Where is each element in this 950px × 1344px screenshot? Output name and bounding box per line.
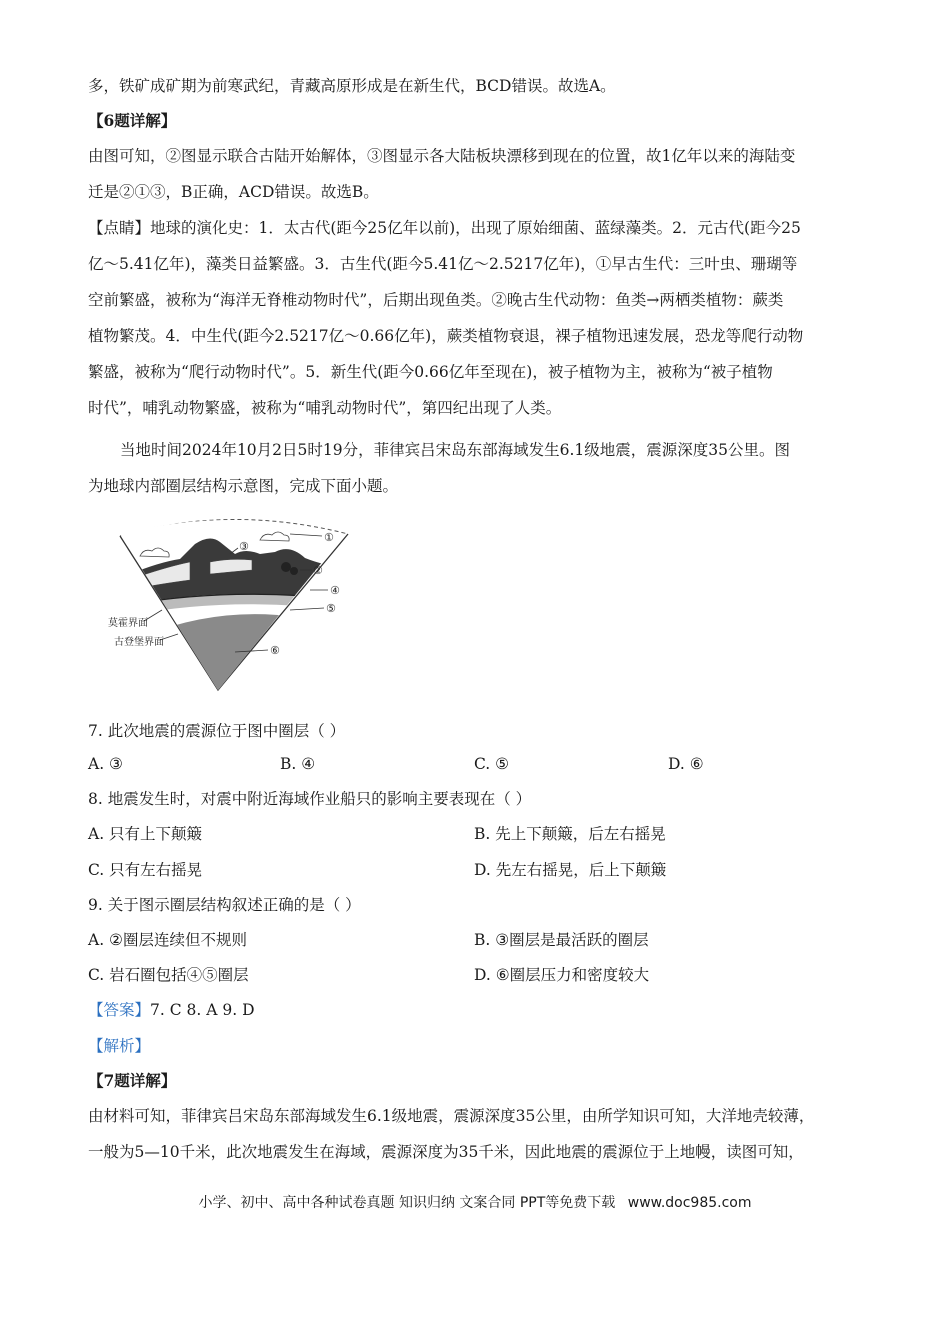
footer-link[interactable]: www.doc985.com	[627, 1195, 752, 1211]
q9-option-c[interactable]: C. 岩石圈包括④⑤圈层	[88, 966, 249, 984]
q9-option-d[interactable]: D. ⑥圈层压力和密度较大	[474, 966, 650, 984]
q9-option-b[interactable]: B. ③圈层是最活跃的圈层	[474, 931, 649, 949]
text-line: 一般为5—10千米，此次地震发生在海域，震源深度为35千米，因此地震的震源位于上地幔，读图可知，	[88, 1143, 804, 1161]
label-5: ⑤	[326, 602, 336, 615]
earth-layers-diagram	[100, 514, 370, 696]
text-line: 迁是②①③，B正确，ACD错误。故选B。	[88, 183, 379, 201]
tip-line: 【点睛】地球的演化史：1．太古代(距今25亿年以前)，出现了原始细菌、蓝绿藻类。2．元古代(距今25	[88, 219, 801, 237]
q8-option-c[interactable]: C. 只有左右摇晃	[88, 861, 203, 879]
label-6: ⑥	[270, 644, 280, 657]
text-line: 时代”，哺乳动物繁盛，被称为“哺乳动物时代”，第四纪出现了人类。	[88, 399, 562, 417]
text-line: 由图可知，②图显示联合古陆开始解体，③图显示各大陆板块漂移到现在的位置，故1亿年以来的海陆变	[88, 147, 796, 165]
q9-option-a[interactable]: A. ②圈层连续但不规则	[88, 931, 247, 949]
core-layer	[130, 614, 340, 696]
question-9: 9. 关于图示圈层结构叙述正确的是（ ）	[88, 896, 361, 914]
q7-option-b[interactable]: B. ④	[280, 755, 316, 773]
answer-row	[88, 1000, 255, 1020]
answer-text: 7. C 8. A 9. D	[150, 1001, 255, 1019]
analysis-tag: 【解析】	[88, 1037, 151, 1055]
moho-label: 莫霍界面	[108, 618, 148, 629]
q8-option-a[interactable]: A. 只有上下颠簸	[88, 825, 203, 843]
text-line: 繁盛，被称为“爬行动物时代”。5．新生代(距今0.66亿年至现在)，被子植物为主，被称为“被子植物	[88, 363, 773, 381]
page-footer	[0, 1192, 950, 1212]
footer-text: 小学、初中、高中各种试卷真题 知识归纳 文案合同 PPT等免费下载	[198, 1195, 616, 1211]
text-line: 多，铁矿成矿期为前寒武纪，青藏高原形成是在新生代，BCD错误。故选A。	[88, 77, 616, 95]
text-line: 亿～5.41亿年)，藻类日益繁盛。3．古生代(距今5.41亿～2.5217亿年)，①早古生代：三叶虫、珊瑚等	[88, 255, 798, 273]
q7-option-d[interactable]: D. ⑥	[668, 755, 704, 773]
answer-tag: 【答案】	[88, 1001, 151, 1019]
label-1: ①	[324, 531, 334, 544]
q8-option-d[interactable]: D. 先左右摇晃，后上下颠簸	[474, 861, 667, 879]
q8-option-b[interactable]: B. 先上下颠簸，后左右摇晃	[474, 825, 666, 843]
section-heading-6: 【6题详解】	[88, 111, 177, 130]
question-8: 8. 地震发生时，对震中附近海域作业船只的影响主要表现在（ ）	[88, 790, 532, 808]
q7-option-a[interactable]: A. ③	[88, 755, 123, 773]
question-7: 7. 此次地震的震源位于图中圈层（ ）	[88, 722, 346, 740]
text-line: 植物繁茂。4．中生代(距今2.5217亿～0.66亿年)，蕨类植物衰退，裸子植物迅速发展，恐龙等爬行动物	[88, 327, 804, 345]
q7-option-c[interactable]: C. ⑤	[474, 755, 510, 773]
section-heading-7: 【7题详解】	[88, 1071, 177, 1090]
material-text: 为地球内部圈层结构示意图，完成下面小题。	[88, 477, 399, 495]
text-line: 空前繁盛，被称为“海洋无脊椎动物时代”，后期出现鱼类。②晚古生代动物：鱼类→两栖类植物：蕨类	[88, 291, 784, 309]
text-line: 由材料可知，菲律宾吕宋岛东部海域发生6.1级地震，震源深度35公里，由所学知识可知，大洋地壳较薄，	[88, 1107, 815, 1125]
label-4: ④	[330, 584, 340, 597]
tree-icon	[281, 562, 291, 572]
label-2: ②	[313, 564, 323, 577]
label-3: ③	[239, 540, 249, 553]
gutenberg-label: 古登堡界面	[114, 637, 164, 648]
material-text: 当地时间2024年10月2日5时19分，菲律宾吕宋岛东部海域发生6.1级地震，震源深度35公里。图	[120, 441, 790, 459]
